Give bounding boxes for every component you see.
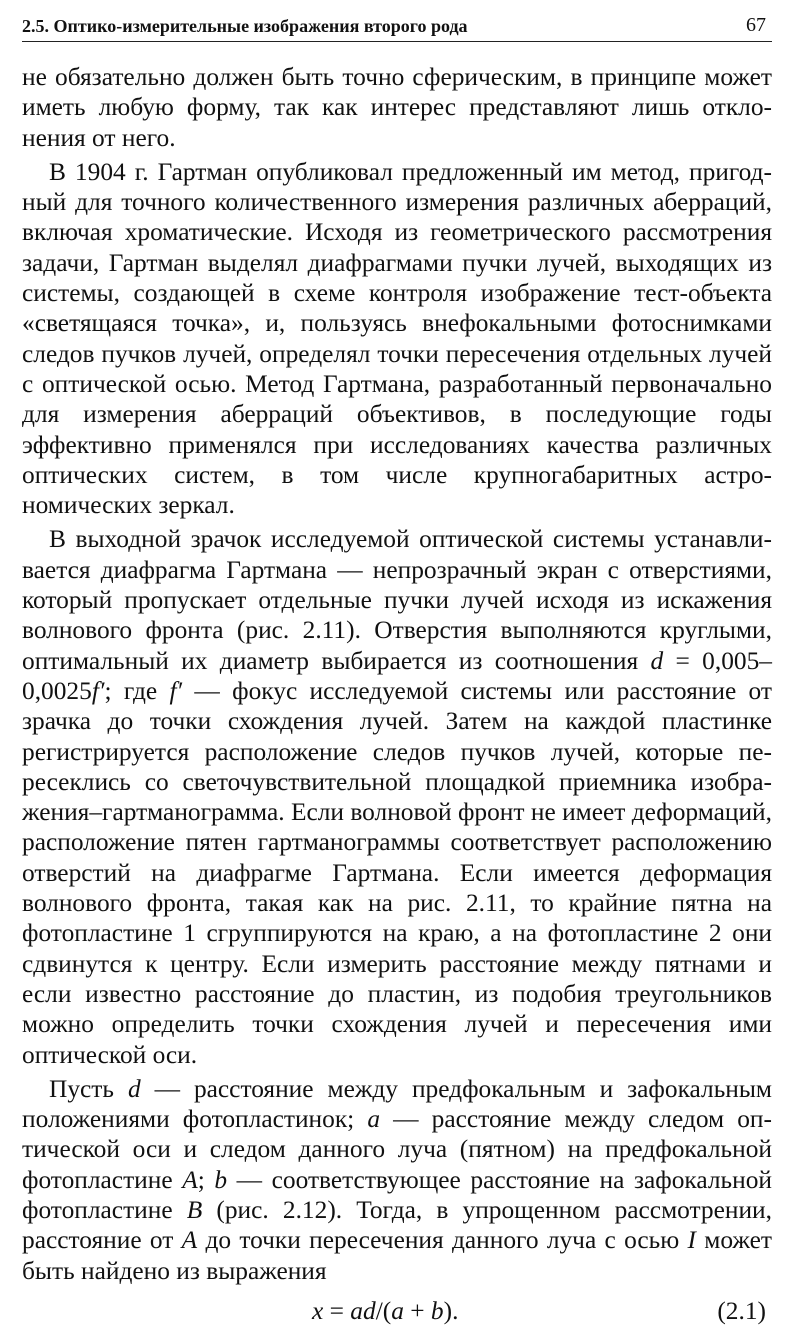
math-variable: b [214,1165,228,1194]
paragraph-4 [22,1074,772,1286]
text-segment: = 0,005–0,0025 [22,646,772,705]
equation-operator: ). [443,1296,459,1325]
text-segment: В выходной зрачок исследуемой оптической системы устанавливается диафрагма Гартмана — непрозрачный экран с отверстиями, который пропускает отдельные пучки лучей исходя из искажения волнового фронта (рис. 2.11). Отверстия выполняются круглыми, оптимальный их диаметр выбирается из соотношения [22,525,772,675]
equation-lhs: x [312,1296,324,1325]
math-variable: d [127,1074,141,1103]
page-number: 67 [746,14,766,36]
text-segment: не обязательно должен быть точно сферическим, в принципе может иметь любую форму, так как интерес представляют лишь отклонения от него. [22,63,772,152]
paragraph-1 [22,62,772,153]
math-variable: a [367,1105,381,1134]
text-segment: может быть найдено из выражения [22,1226,772,1285]
math-variable: B [186,1195,203,1224]
book-page [22,0,772,1332]
equation-term: a [391,1296,404,1325]
equation-term: ad [350,1296,376,1325]
equation-operator: + [403,1296,431,1325]
equation-equals: = [323,1296,351,1325]
text-segment: Пусть [49,1074,128,1103]
text-segment: — расстояние между следом оптической оси и следом данного луча (пятном) на предфокальной фотопластине [22,1105,772,1194]
paragraph-2 [22,157,772,521]
equation-term: b [430,1296,444,1325]
body-text [22,62,772,1332]
running-head: 2.5. Оптико-измерительные изображения второго рода [22,16,468,36]
text-segment: — расстояние между предфокальным и зафокальным положениями фотопластинок; [22,1074,772,1134]
text-segment: В 1904 г. Гартман опубликовал предложенный им метод, пригодный для точного количественного измерения различных аберраций, включая хроматические. Исходя из геометрического рассмотрения задачи, Гартман выделял диафрагмами пучки лучей, выходящих из системы, создающей в схеме контроля изображение тест-объекта «светящаяся точка», и, пользуясь внефокальными фотоснимками следов пучков лучей, определял точки пересечения отдельных лучей с оптической осью. Метод Гартмана, разработанный первоначально для измерения аберраций объективов, в последующие годы эффективно применялся при исследованиях качества различных оптических систем, в том числе крупногабаритных астрономических зеркал. [22,157,772,520]
text-segment: ; [197,1165,215,1194]
text-segment: — соответствующее расстояние на зафокальной фотопластине [22,1165,772,1224]
equation-number: (2.1) [717,1296,766,1325]
math-variable: f′ [169,676,183,705]
paragraph-3 [22,524,772,1069]
math-variable: I [687,1226,696,1255]
math-variable: d [650,646,664,675]
text-segment: — фокус исследуемой системы или расстояние от зрачка до точки схождения лучей. Затем на каждой пластинке регистрируется расположение следов пучков лучей, которые пересеклись со светочувствительной площадкой приемника изображения–гартманограмма. Если волновой фронт не имеет деформаций, расположение пятен гартманограммы соответствует расположению отверстий на диафрагме Гартмана. Если имеется деформация волнового фронта, такая как на рис. 2.11, то крайние пятна на фотопластине 1 сгруппируются на краю, а на фотопластине 2 они сдвинутся к центру. Если измерить расстояние между пятнами и если известно расстояние до пластин, из подобия треугольников можно определить точки схождения лучей и пересечения ими оптической оси. [22,676,772,1069]
math-variable: A [181,1226,198,1255]
equation [312,1296,458,1326]
equation-operator: /( [375,1296,392,1325]
text-segment: до точки пересечения данного луча с осью [197,1226,688,1255]
text-segment: ; где [104,676,170,705]
math-variable: A [182,1165,198,1194]
page-header [22,0,772,42]
text-segment: (рис. 2.12). Тогда, в упрощенном рассмотрении, расстояние от [22,1195,772,1255]
math-variable: f′ [91,676,105,705]
equation-row [22,1292,772,1332]
